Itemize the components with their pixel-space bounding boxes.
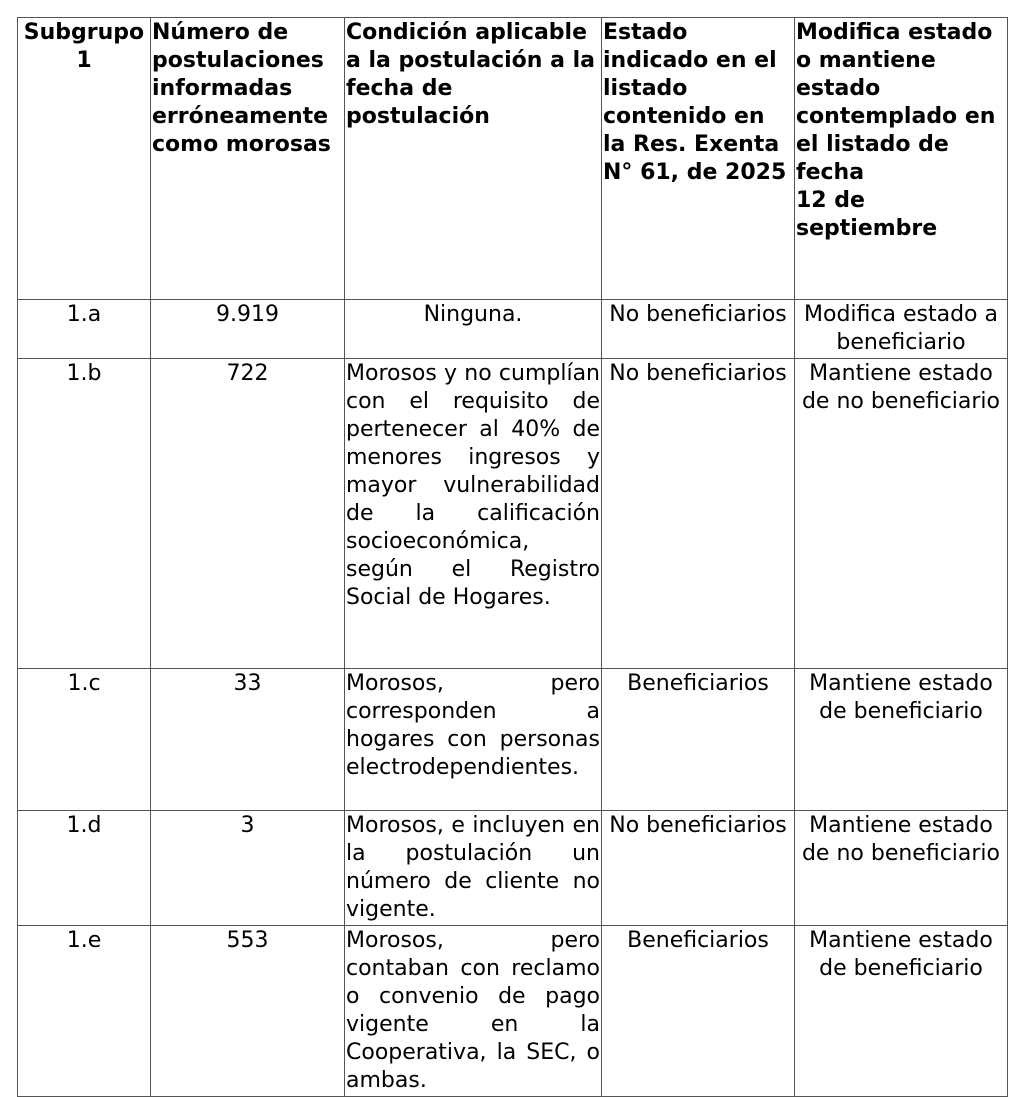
cell-estado: No beneficiarios xyxy=(602,300,795,359)
header-estado: Estado indicado en el listado contenido en la Res. Exenta N° 61, de 2025 xyxy=(602,18,795,300)
cell-sub: 1.b xyxy=(18,359,151,669)
subgroup-table xyxy=(17,17,1008,1097)
table-row xyxy=(18,669,1008,811)
cell-num: 3 xyxy=(151,811,345,926)
cell-modifica: Mantiene estado de no beneficiario xyxy=(795,811,1008,926)
cell-estado: Beneficiarios xyxy=(602,669,795,811)
cell-cond: Ninguna. xyxy=(345,300,602,359)
header-modifica-date: 12 de septiembre xyxy=(796,188,938,241)
cell-modifica: Mantiene estado de beneficiario xyxy=(795,669,1008,811)
cell-num: 722 xyxy=(151,359,345,669)
cell-num: 9.919 xyxy=(151,300,345,359)
cell-sub: 1.c xyxy=(18,669,151,811)
cell-sub: 1.a xyxy=(18,300,151,359)
cell-sub: 1.d xyxy=(18,811,151,926)
cell-cond: Morosos, e incluyen en la postulación un número de cliente no vigente. xyxy=(345,811,602,926)
header-row xyxy=(18,18,1008,300)
cell-modifica: Mantiene estado de no beneficiario xyxy=(795,359,1008,669)
cell-modifica: Mantiene estado de beneficiario xyxy=(795,926,1008,1097)
header-subgrupo: Subgrupo 1 xyxy=(18,18,151,300)
cell-num: 553 xyxy=(151,926,345,1097)
cell-estado: No beneficiarios xyxy=(602,811,795,926)
header-modifica-text: Modifica estado o mantiene estado contemplado en el listado de fecha xyxy=(796,20,996,185)
header-condicion: Condición aplicable a la postulación a la fecha de postulación xyxy=(345,18,602,300)
table-row xyxy=(18,359,1008,669)
table-row xyxy=(18,926,1008,1097)
table-row xyxy=(18,811,1008,926)
cell-modifica: Modifica estado a beneficiario xyxy=(795,300,1008,359)
cell-cond: Morosos, pero contaban con reclamo o convenio de pago vigente en la Cooperativa, la SEC, o ambas. xyxy=(345,926,602,1097)
cell-estado: Beneficiarios xyxy=(602,926,795,1097)
table-row xyxy=(18,300,1008,359)
header-modifica xyxy=(795,18,1008,300)
header-numero: Número de postulaciones informadas erróneamente como morosas xyxy=(151,18,345,300)
cell-num: 33 xyxy=(151,669,345,811)
cell-sub: 1.e xyxy=(18,926,151,1097)
cell-cond: Morosos y no cumplían con el requisito de pertenecer al 40% de menores ingresos y mayor vulnerabilidad de la calificación socioeconómica, según el Registro Social de Hogares. xyxy=(345,359,602,669)
cell-estado: No beneficiarios xyxy=(602,359,795,669)
cell-cond: Morosos, pero corresponden a hogares con personas electrodependientes. xyxy=(345,669,602,811)
